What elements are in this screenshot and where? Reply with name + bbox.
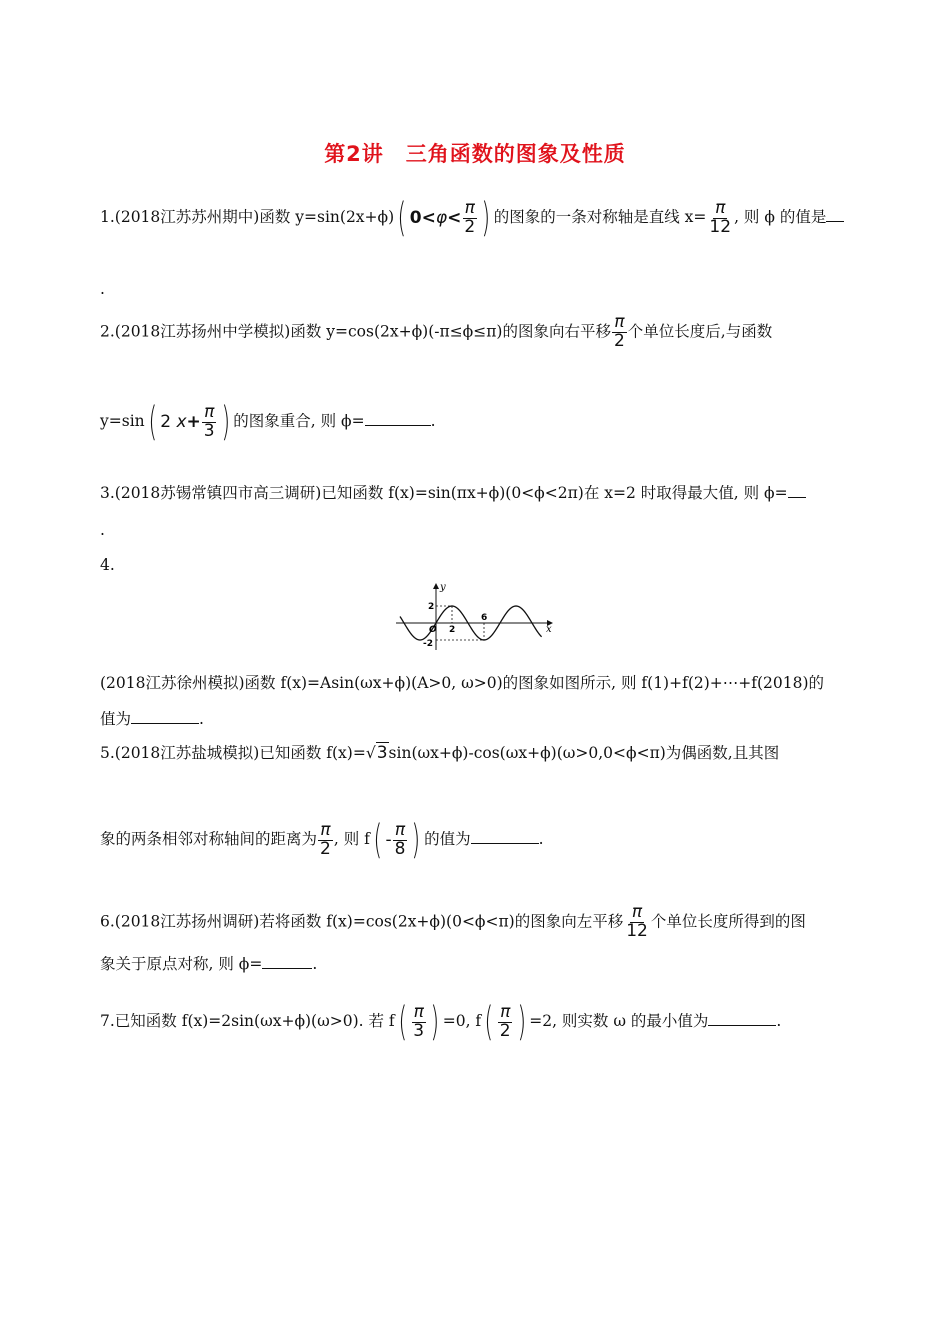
q1-cond-den: 2 <box>464 216 476 237</box>
question-4 <box>100 676 824 692</box>
q3-text-a: 3.(2018苏锡常镇四市高三调研)已知函数 f(x)=sin(πx+ϕ)(0<ϕ<2π)在 x=2 时取得最大值, 则 ϕ= <box>100 484 788 502</box>
q3-end: . <box>100 521 105 539</box>
q2-shift-fraction <box>612 314 627 351</box>
q7-b-num: π <box>500 1001 511 1022</box>
q4-answer-blank[interactable] <box>131 723 199 724</box>
q4-text-a: (2018江苏徐州模拟)函数 f(x)=Asin(ωx+ϕ)(A>0, ω>0)的图象如图所示, 则 f(1)+f(2)+⋯+f(2018)的 <box>100 674 825 692</box>
q1-x-den: 12 <box>709 216 732 237</box>
q4-end: . <box>199 710 204 728</box>
question-6 <box>100 904 806 941</box>
q1-text-a: 1.(2018江苏苏州期中)函数 y=sin(2x+ϕ) <box>100 208 395 226</box>
q4-text-b: 值为 <box>100 710 132 728</box>
q5-line2-end: . <box>538 830 544 848</box>
q2-line2-end: . <box>430 412 436 430</box>
q5-text-b: sin(ωx+ϕ)-cos(ωx+ϕ)(ω>0,0<ϕ<π)为偶函数,且其图 <box>388 744 780 762</box>
q6-answer-blank[interactable] <box>262 968 312 969</box>
q1-cond-mid: < <box>447 207 462 228</box>
question-1 <box>100 195 844 241</box>
tick-label-y-neg2: -2 <box>423 639 433 649</box>
q1-cond-var: φ <box>435 207 448 228</box>
q7-text-a: 7.已知函数 f(x)=2sin(ωx+ϕ)(ω>0). 若 f <box>100 1012 395 1030</box>
q2-inner-num: π <box>204 401 215 422</box>
q1-end: . <box>100 280 105 298</box>
q6-shift-fraction <box>624 904 650 941</box>
q5-arg-num: π <box>394 819 406 840</box>
q7-text-c: =2, 则实数 ω 的最小值为 <box>529 1012 709 1030</box>
q1-x-num: π <box>715 197 726 218</box>
q7-arg-a: ( $\frac{\pi}{3}$ ) <box>398 999 440 1045</box>
page-title: 第2讲 三角函数的图象及性质 <box>324 142 626 166</box>
q7-end: . <box>776 1012 782 1030</box>
y-axis-label: y <box>440 582 446 593</box>
q2-text-a: 2.(2018江苏扬州中学模拟)函数 y=cos(2x+ϕ)(-π≤ϕ≤π)的图象向右平移 <box>100 322 611 341</box>
q1-cond-fraction <box>462 197 477 237</box>
q4-label: 4. <box>100 556 115 574</box>
q1-text-b: 的图象的一条对称轴是直线 x= <box>493 208 707 226</box>
question-5 <box>100 745 779 762</box>
question-6-line-2 <box>100 957 317 973</box>
q7-a-fraction <box>411 1001 426 1041</box>
q5-arg-sign: - <box>385 829 392 850</box>
q5-dist-fraction <box>318 819 333 859</box>
q5-line2-b: , 则 f <box>333 830 370 848</box>
q5-text-a: 5.(2018江苏盐城模拟)已知函数 f(x)= <box>100 744 366 762</box>
question-2-line-2 <box>100 399 436 445</box>
q5-arg-fraction <box>393 819 408 859</box>
q1-x-fraction <box>707 197 733 237</box>
origin-label: O <box>429 625 437 635</box>
q2-shift-num: π <box>614 312 625 332</box>
q5-sqrt-rad: 3 <box>376 743 388 763</box>
q2-answer-blank[interactable] <box>365 425 431 426</box>
question-5-line-2 <box>100 817 544 863</box>
q7-a-den: 3 <box>413 1020 425 1041</box>
q6-text-b: 个单位长度所得到的图 <box>650 912 806 931</box>
q2-line2-b: 的图象重合, 则 ϕ= <box>233 412 365 430</box>
q5-line2-c: 的值为 <box>424 830 471 848</box>
q6-shift-den: 12 <box>626 920 648 941</box>
q1-cond-left: 0< <box>409 207 436 228</box>
q5-dist-den: 2 <box>320 838 331 859</box>
question-2 <box>100 314 772 351</box>
q5-line2-a: 象的两条相邻对称轴间的距离为 <box>100 830 318 848</box>
q5-arg: ( - $\frac{\pi}{8}$ ) <box>373 817 421 863</box>
question-3 <box>100 486 806 502</box>
q2-inner-arg: ( 2 x + $\frac{\pi}{3}$ ) <box>148 399 230 445</box>
q1-cond-num: π <box>464 197 475 218</box>
tick-label-y-2: 2 <box>428 602 435 612</box>
q2-inner-den: 3 <box>203 420 215 441</box>
sine-graph <box>390 580 560 652</box>
q7-text-b: =0, f <box>442 1012 482 1030</box>
q6-line2-end: . <box>312 955 318 973</box>
q3-answer-blank[interactable] <box>788 497 806 498</box>
q2-inner-fraction <box>202 401 217 441</box>
tick-label-x-6: 6 <box>481 613 488 623</box>
question-7 <box>100 999 782 1045</box>
q2-inner-var: x <box>176 411 187 432</box>
q1-condition: ( 0< φ < $\frac{\pi}{2}$ ) <box>397 195 491 241</box>
q6-line2-a: 象关于原点对称, 则 ϕ= <box>100 955 263 973</box>
q7-arg-b: ( $\frac{\pi}{2}$ ) <box>484 999 526 1045</box>
q5-sqrt: √3 <box>365 743 388 763</box>
q5-dist-num: π <box>320 819 331 840</box>
q2-shift-den: 2 <box>613 330 625 351</box>
tick-label-x-2: 2 <box>449 625 456 635</box>
q7-answer-blank[interactable] <box>708 1025 776 1026</box>
q7-a-num: π <box>413 1001 424 1022</box>
q7-b-fraction <box>498 1001 513 1041</box>
q7-b-den: 2 <box>499 1020 511 1041</box>
q2-line2-a: y=sin <box>100 412 145 430</box>
q2-inner-plus: + <box>186 411 201 432</box>
q6-text-a: 6.(2018江苏扬州调研)若将函数 f(x)=cos(2x+ϕ)(0<ϕ<π)的图象向左平移 <box>100 912 624 931</box>
q1-text-c: , 则 ϕ 的值是 <box>734 208 827 226</box>
q5-answer-blank[interactable] <box>471 843 539 844</box>
x-axis-label: x <box>546 624 552 635</box>
q6-shift-num: π <box>631 902 643 922</box>
question-4-line-2 <box>100 712 204 728</box>
q1-answer-blank[interactable] <box>826 221 844 222</box>
q5-arg-den: 8 <box>394 838 406 859</box>
q2-inner-a: 2 <box>160 411 172 432</box>
q2-text-b: 个单位长度后,与函数 <box>627 322 773 341</box>
